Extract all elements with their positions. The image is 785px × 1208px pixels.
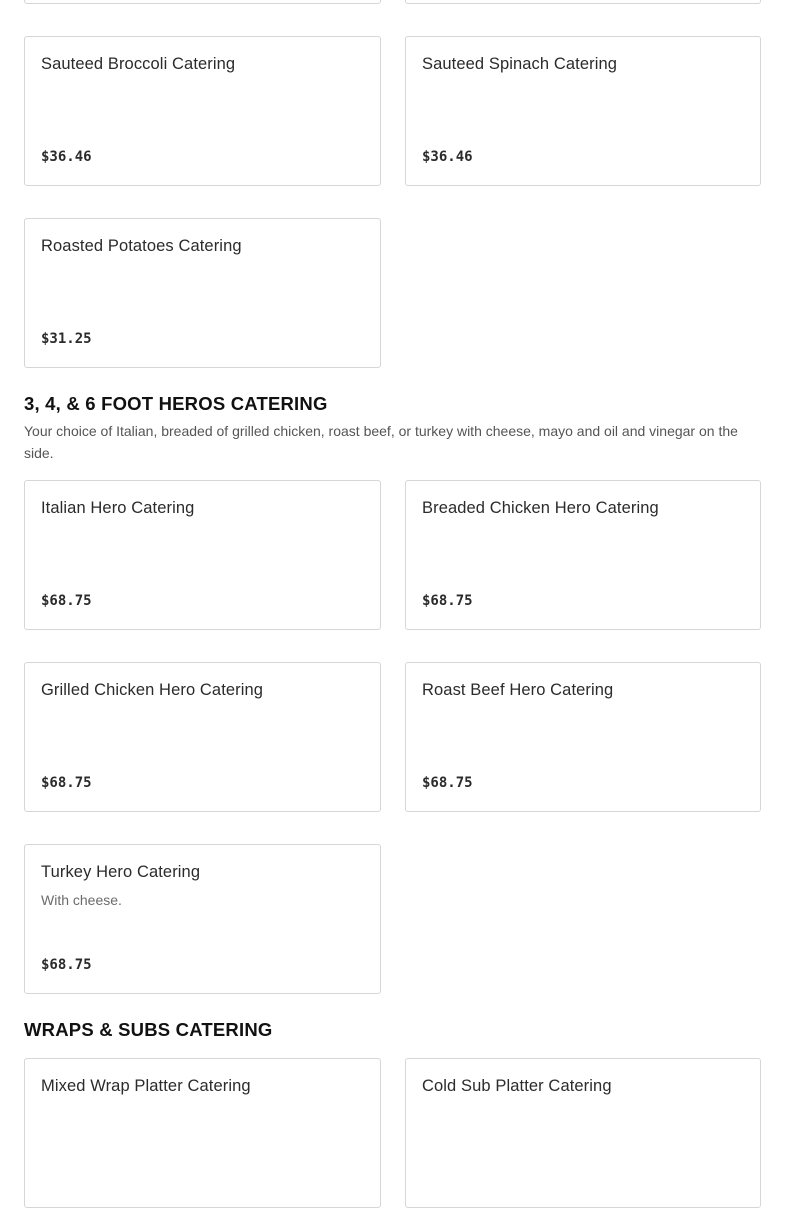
menu-item-card-cold-sub-platter[interactable] <box>405 1058 761 1208</box>
item-name: Turkey Hero Catering <box>41 863 201 881</box>
item-name: Italian Hero Catering <box>41 499 195 517</box>
item-name: Breaded Chicken Hero Catering <box>422 499 659 517</box>
menu-item-card-mixed-wrap-platter[interactable] <box>24 1058 381 1208</box>
item-name: Sauteed Broccoli Catering <box>41 55 236 73</box>
item-name: Cold Sub Platter Catering <box>422 1077 612 1095</box>
menu-item-card-grilled-chicken-hero[interactable] <box>24 662 381 812</box>
section-description-heros: Your choice of Italian, breaded of grilled chicken, roast beef, or turkey with cheese, mayo and oil and vinegar on the side. <box>24 423 738 461</box>
item-price: $68.75 <box>41 957 92 973</box>
item-price: $68.75 <box>41 775 92 791</box>
item-name: Sauteed Spinach Catering <box>422 55 618 73</box>
menu-item-card-italian-hero[interactable] <box>24 480 381 630</box>
item-price: $68.75 <box>422 593 473 609</box>
item-name: Roasted Potatoes Catering <box>41 237 242 255</box>
menu-item-card-sauteed-broccoli[interactable] <box>24 36 381 186</box>
section-title-heros: 3, 4, & 6 FOOT HEROS CATERING <box>24 393 328 414</box>
menu-item-card-sauteed-spinach[interactable] <box>405 36 761 186</box>
item-price: $68.75 <box>422 775 473 791</box>
item-price: $36.46 <box>41 149 92 165</box>
menu-item-card-turkey-hero[interactable] <box>24 844 381 994</box>
item-name: Grilled Chicken Hero Catering <box>41 681 264 699</box>
menu-item-card-roast-beef-hero[interactable] <box>405 662 761 812</box>
menu-item-card-roasted-potatoes[interactable] <box>24 218 381 368</box>
menu-item-card[interactable] <box>405 0 761 4</box>
item-description: With cheese. <box>41 892 122 908</box>
item-price: $36.46 <box>422 149 473 165</box>
item-price: $31.25 <box>41 331 92 347</box>
item-price: $68.75 <box>41 593 92 609</box>
menu-item-card-breaded-chicken-hero[interactable] <box>405 480 761 630</box>
item-name: Mixed Wrap Platter Catering <box>41 1077 251 1095</box>
item-name: Roast Beef Hero Catering <box>422 681 614 699</box>
menu-item-card[interactable] <box>24 0 381 4</box>
section-title-wraps: WRAPS & SUBS CATERING <box>24 1019 273 1040</box>
